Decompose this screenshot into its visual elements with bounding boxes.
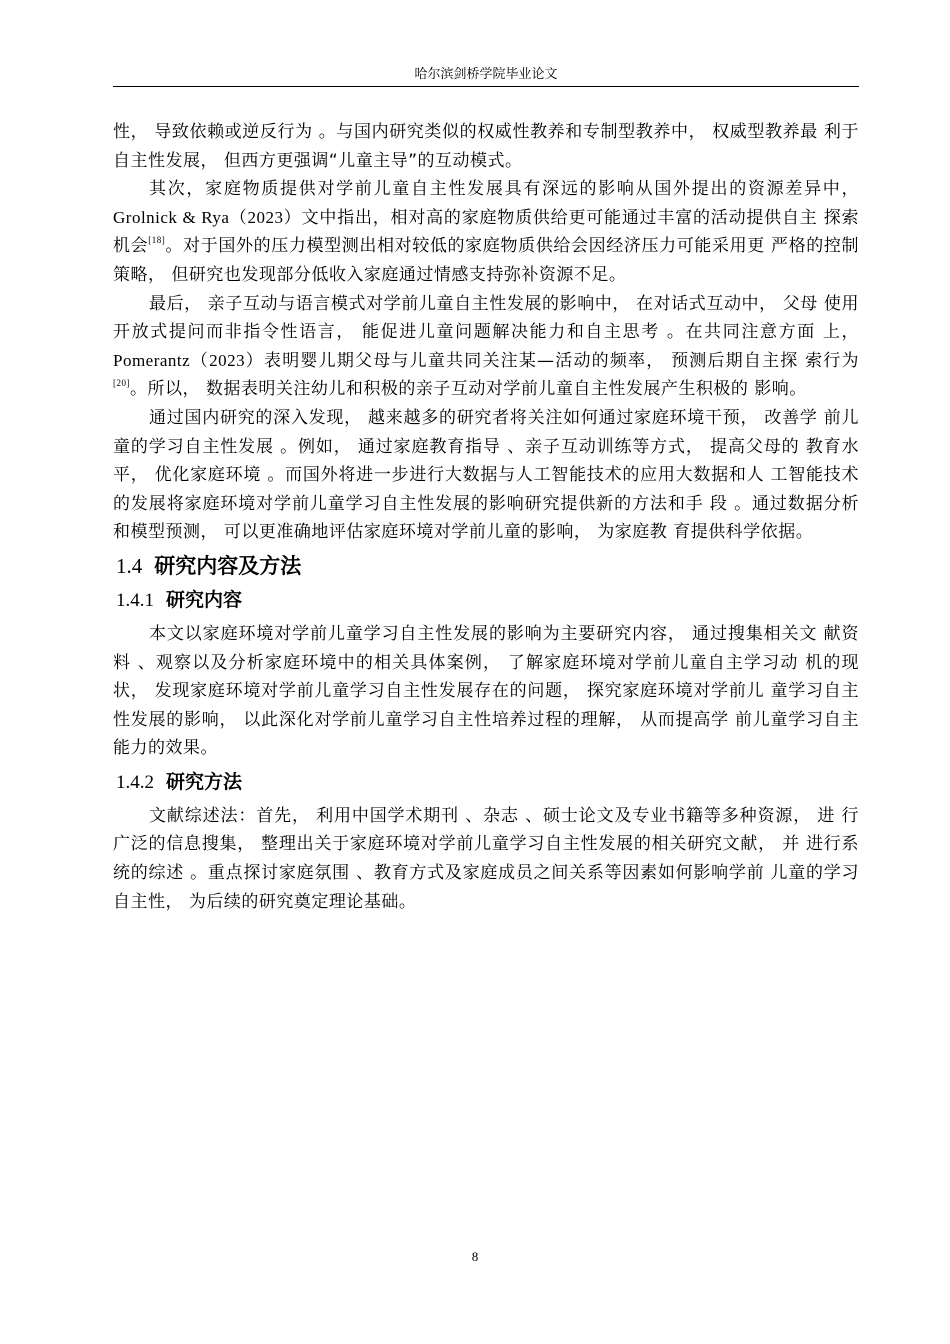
paragraph-2-text-d: 。对于国外的压力模型测出相对较低的家庭物质供给会因经济压力可能采用更 严格的控制策略， 但研究也发现部分低收入家庭通过情感支持弥补资源不足。 (113, 236, 860, 285)
section-number: 1.4 (116, 553, 143, 578)
page-number: 8 (471, 1249, 479, 1264)
subsection-heading-1-4-2 (116, 767, 859, 798)
subsection-heading-1-4-1 (116, 585, 859, 616)
paragraph-4: 通过国内研究的深入发现， 越来越多的研究者将关注如何通过家庭环境干预， 改善学 前儿童的学习自主性发展 。例如， 通过家庭教育指导 、亲子互动训练等方式， 提高父母的 教育水平， 优化家庭环境 。而国外将进一步进行大数据与人工智能技术的应用大数据和人 工智能技术的发展将家庭环境对学前儿童学习自主性发展的影响研究提供新的方法和手 段 。通过数据分析和模型预测， 可以更准确地评估家庭环境对学前儿童的影响， 为家庭教 育提供科学依据。 (113, 407, 859, 543)
paragraph-2-text-a: 其次，家庭物质提供对学前儿童自主性发展具有深远的影响从国外提出的资源差异中， (149, 179, 859, 200)
paragraph-1: 性， 导致依赖或逆反行为 。与国内研究类似的权威性教养和专制型教养中， 权威型教养最 利于自主性发展， 但西方更强调“儿童主导”的互动模式。 (113, 122, 859, 171)
citation-grolnick: Grolnick & Rya（2023） (113, 207, 302, 227)
citation-pomerantz: Pomerantz（2023） (113, 350, 265, 370)
subsection-number: 1.4.1 (116, 589, 154, 611)
section-title: 研究内容及方法 (154, 553, 302, 578)
page-header-title: 哈尔滨剑桥学院毕业论文 (414, 67, 558, 82)
reference-marker-18: [18] (148, 235, 166, 246)
paragraph-5: 本文以家庭环境对学前儿童学习自主性发展的影响为主要研究内容， 通过搜集相关文 献资料 、观察以及分析家庭环境中的相关具体案例， 了解家庭环境对学前儿童自主学习动 机的现状， 发现家庭环境对学前儿童学习自主性发展存在的问题， 探究家庭环境对学前儿 童学习自主性发展的影响， 以此深化对学前儿童学习自主性培养过程的理解， 从而提高学 前儿童学习自主能力的效果。 (113, 623, 859, 759)
subsection-title: 研究方法 (166, 770, 243, 793)
subsection-number: 1.4.2 (116, 771, 154, 793)
paragraph-3-text-a: 最后， 亲子互动与语言模式对学前儿童自主性发展的影响中， 在对话式互动中， 父母 使用开放式提问而非指令性语言， 能促进儿童问题解决能力和自主思考 。在共同注意方面 上， (113, 293, 859, 343)
paragraph-3 (113, 290, 859, 404)
section-heading-1-4 (116, 551, 859, 581)
paragraph-6: 文献综述法：首先， 利用中国学术期刊 、杂志 、硕士论文及专业书籍等多种资源， 进 行广泛的信息搜集， 整理出关于家庭环境对学前儿童学习自主性发展的相关研究文献， 并 进行系统的综述 。重点探讨家庭氛围 、教育方式及家庭成员之间关系等因素如何影响学前 儿童的学习自主性， 为后续的研究奠定理论基础。 (113, 805, 859, 912)
paragraph-2 (113, 175, 859, 289)
page-body (113, 118, 859, 916)
paragraph-3-text-d: 。所以， 数据表明关注幼儿和积极的亲子互动对学前儿童自主性发展产生积极的 影响。 (130, 379, 807, 400)
header-divider (113, 86, 859, 87)
reference-marker-20: [20] (113, 378, 130, 389)
paragraph-3-text-c: 表明婴儿期父母与儿童共同关注某—活动的频率， 预测后期自主探 索行为 (264, 350, 859, 371)
subsection-title: 研究内容 (166, 588, 243, 611)
paragraph-2-text-c: 文中指出，相对高的家庭物质供给更可能通过丰富的活动提供自主 探索机会 (113, 207, 860, 257)
